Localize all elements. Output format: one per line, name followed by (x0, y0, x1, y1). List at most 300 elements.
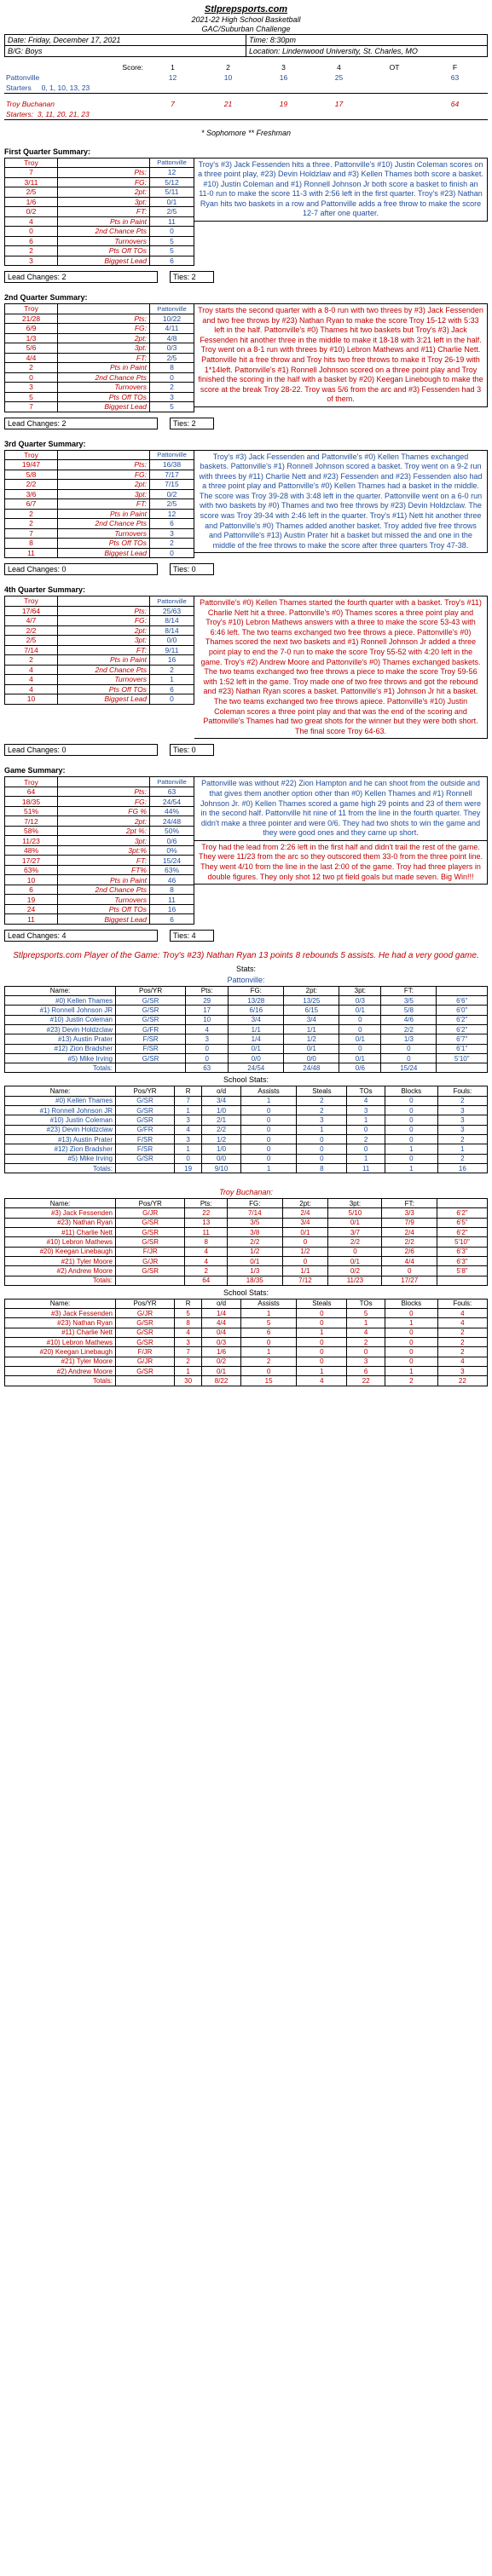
pattonville-stat: 8/14 (150, 616, 194, 626)
table-cell: 0/1 (339, 1006, 381, 1015)
table-row (5, 1053, 488, 1063)
table-cell: 1 (297, 1328, 347, 1337)
table-cell: G/JR (116, 1309, 175, 1318)
game-info-table (4, 34, 488, 57)
table-cell: 2 (437, 1134, 487, 1144)
home-starters (4, 83, 488, 94)
school-header: Blocks (385, 1299, 437, 1308)
table-cell: 3 (297, 1115, 347, 1125)
stat-label: Pts: (58, 606, 150, 616)
troy-stat: 0 (5, 372, 58, 383)
lead-changes: Lead Changes: 0 (4, 563, 158, 575)
team2-header: Pattonville (150, 450, 194, 460)
table-cell: 2/2 (382, 1237, 437, 1247)
table-row (5, 1357, 488, 1366)
table-cell: 6'2" (437, 1025, 488, 1034)
stat-row (5, 655, 194, 666)
table-cell: 0/1 (328, 1256, 382, 1265)
table-row (5, 1266, 488, 1276)
table-cell: #11) Charlie Nett (5, 1328, 116, 1337)
team2-header: Pattonville (150, 158, 194, 168)
table-cell: Totals: (5, 1063, 116, 1073)
table-row (5, 1276, 488, 1285)
table-cell: 7 (175, 1347, 202, 1357)
table-row (5, 1063, 488, 1073)
stat-label: FG: (58, 797, 150, 807)
team-section (4, 976, 488, 1185)
stat-label: Pts Off TOs (58, 392, 150, 402)
stat-row (5, 177, 194, 187)
table-cell: 0 (385, 1115, 437, 1125)
table-cell (116, 1163, 175, 1173)
box-header: Pts: (186, 986, 229, 995)
pattonville-stat: 0/3 (150, 343, 194, 354)
pattonville-stat: 3 (150, 392, 194, 402)
stat-row (5, 625, 194, 636)
table-cell: #12) Zion Bradsher (5, 1144, 116, 1154)
pattonville-stat: 25/63 (150, 606, 194, 616)
table-cell: 4 (186, 1025, 229, 1034)
stat-row (5, 797, 194, 807)
game-location: Location: Lindenwood University, St. Charles, MO (246, 46, 488, 57)
table-cell: 0/1 (339, 1034, 381, 1044)
stat-label: 2nd Chance Pts (58, 519, 150, 529)
stat-row (5, 895, 194, 905)
table-cell: 19 (175, 1163, 202, 1173)
stat-label: Pts in Paint (58, 655, 150, 666)
table-cell: 5'10" (437, 1237, 487, 1247)
table-cell: 0 (339, 1025, 381, 1034)
box-header: FG: (229, 986, 284, 995)
stat-row (5, 914, 194, 925)
table-cell: 4 (297, 1376, 347, 1386)
table-cell: 6/15 (284, 1006, 339, 1015)
away-starters-list: 3, 11, 20, 21, 23 (37, 109, 90, 118)
table-cell: 3 (175, 1134, 202, 1144)
away-ot (367, 99, 422, 109)
stat-row (5, 489, 194, 499)
table-row (5, 1218, 488, 1227)
troy-stat: 8 (5, 539, 58, 549)
quarter-summaries (4, 147, 488, 757)
stat-label: Pts Off TOs (58, 246, 150, 256)
box-header: FT: (381, 986, 437, 995)
pattonville-stat: 0 (150, 372, 194, 383)
pattonville-stat: 46 (150, 875, 194, 885)
box-header: FG: (228, 1199, 283, 1208)
table-cell: 0 (297, 1357, 347, 1366)
pattonville-stat: 8 (150, 363, 194, 373)
stat-label: Biggest Lead (58, 694, 150, 705)
pattonville-stat: 0 (150, 694, 194, 705)
table-cell: G/SR (116, 1266, 185, 1276)
table-cell: 22 (347, 1376, 385, 1386)
game-summary-table (4, 776, 194, 925)
table-cell: 5/8 (381, 1006, 437, 1015)
pattonville-stat: 5/12 (150, 177, 194, 187)
pattonville-stat: 63 (150, 787, 194, 797)
away-starters (4, 109, 488, 120)
table-cell: #20) Keegan Linebaugh (5, 1347, 116, 1357)
stat-row (5, 168, 194, 178)
pattonville-stat: 16 (150, 655, 194, 666)
stat-row (5, 539, 194, 549)
col-q3: 3 (281, 63, 286, 72)
table-cell: 7/14 (228, 1208, 283, 1218)
table-cell: 1/4 (229, 1034, 284, 1044)
stat-label: Pts Off TOs (58, 539, 150, 549)
troy-stat: 4 (5, 665, 58, 675)
pattonville-stat: 44% (150, 806, 194, 816)
table-cell: 0/2 (202, 1357, 241, 1366)
table-cell: #10) Justin Coleman (5, 1115, 116, 1125)
table-cell: 2/2 (328, 1237, 382, 1247)
team-name: Troy Buchanan: (219, 1188, 273, 1197)
table-cell: 6'1" (437, 1044, 488, 1053)
table-cell: 29 (186, 996, 229, 1006)
table-row (5, 1247, 488, 1256)
home-ot (367, 72, 422, 83)
table-cell (116, 1063, 186, 1073)
troy-stat: 11 (5, 548, 58, 558)
table-cell: 7 (175, 1096, 202, 1105)
table-cell: F/SR (116, 1134, 175, 1144)
table-cell: 0 (175, 1154, 202, 1163)
col-q4: 4 (337, 63, 341, 72)
stat-label: 2nd Chance Pts (58, 372, 150, 383)
table-cell: 6'3" (437, 1247, 487, 1256)
site-title[interactable]: Stlpreps​ports.com (204, 4, 288, 14)
table-cell: F/JR (116, 1247, 185, 1256)
table-cell: 2 (297, 1096, 347, 1105)
table-cell: F/SR (116, 1034, 186, 1044)
table-cell: 1/1 (284, 1025, 339, 1034)
quarter-title: First Quarter Summary: (4, 147, 91, 156)
table-cell: 1/6 (202, 1347, 241, 1357)
table-cell: 64 (185, 1276, 228, 1285)
school-header: Fouls: (437, 1299, 487, 1308)
table-cell: 4 (175, 1125, 202, 1134)
table-cell: 4/4 (382, 1256, 437, 1265)
table-cell: 0 (385, 1309, 437, 1318)
stat-row (5, 904, 194, 914)
event-title: GAC/Suburban Challenge (201, 25, 291, 33)
stat-row (5, 875, 194, 885)
stat-row (5, 826, 194, 836)
lead-changes: Lead Changes: 0 (4, 744, 158, 756)
school-header: TOs (347, 1299, 385, 1308)
stat-label: Pts: (58, 168, 150, 178)
stat-row (5, 816, 194, 827)
pattonville-stat: 16/38 (150, 460, 194, 470)
table-row (5, 1125, 488, 1134)
troy-stat: 10 (5, 694, 58, 705)
table-cell: 0 (385, 1357, 437, 1366)
table-cell: 3/4 (282, 1218, 328, 1227)
pattonville-stat: 24/54 (150, 797, 194, 807)
school-header: Fouls: (437, 1086, 487, 1096)
stat-label: FG: (58, 616, 150, 626)
table-cell: 0/6 (339, 1063, 381, 1073)
troy-stat: 2 (5, 363, 58, 373)
away-final: 64 (450, 99, 460, 108)
table-cell: 4 (185, 1256, 228, 1265)
table-cell: #23) Devin Holdzclaw (5, 1025, 116, 1034)
table-cell: 2 (240, 1357, 296, 1366)
stat-row (5, 343, 194, 354)
table-cell: #20) Keegan Linebaugh (5, 1247, 116, 1256)
troy-stat: 63% (5, 865, 58, 875)
pattonville-stat: 12 (150, 168, 194, 178)
stat-row (5, 402, 194, 412)
stat-label: 2pt: (58, 480, 150, 490)
troy-stat: 11 (5, 914, 58, 925)
home-starters-label: Starters (6, 84, 32, 92)
table-cell: 0 (282, 1256, 328, 1265)
troy-stat: 3/11 (5, 177, 58, 187)
table-cell: #13) Austin Prater (5, 1034, 116, 1044)
troy-stat: 58% (5, 826, 58, 836)
ties: Ties: 2 (170, 271, 214, 283)
table-cell: 3/3 (382, 1208, 437, 1218)
stat-row (5, 528, 194, 539)
table-row (5, 1044, 488, 1053)
table-cell: G/SR (116, 1006, 186, 1015)
table-cell: 1 (347, 1115, 385, 1125)
table-cell: 2 (175, 1357, 202, 1366)
table-cell: #12) Zion Bradsher (5, 1044, 116, 1053)
table-cell: 0 (347, 1144, 385, 1154)
troy-stat: 7/12 (5, 816, 58, 827)
table-cell: 5 (347, 1309, 385, 1318)
table-cell: 3 (437, 1125, 487, 1134)
stat-row (5, 363, 194, 373)
pattonville-stat: 63% (150, 865, 194, 875)
table-cell: 7/9 (382, 1218, 437, 1227)
pattonville-stat: 2/5 (150, 499, 194, 510)
table-cell: 0 (339, 1044, 381, 1053)
stat-label: 2pt: (58, 816, 150, 827)
table-cell: 3 (347, 1357, 385, 1366)
table-cell: 1 (175, 1106, 202, 1115)
table-cell: G/JR (116, 1208, 185, 1218)
table-cell: 6'7" (437, 1034, 488, 1044)
table-cell: 63 (186, 1063, 229, 1073)
troy-stat: 2 (5, 655, 58, 666)
table-cell: 0 (385, 1338, 437, 1347)
table-cell: 22 (437, 1376, 487, 1386)
table-cell: 3/8 (228, 1228, 283, 1237)
table-cell: 0 (240, 1125, 296, 1134)
lead-changes: Lead Changes: 2 (4, 418, 158, 429)
stat-label: Pts: (58, 787, 150, 797)
quarter-title: 4th Quarter Summary: (4, 585, 86, 594)
table-cell: #5) Mike Irving (5, 1154, 116, 1163)
table-cell: 8 (297, 1163, 347, 1173)
table-cell: #23) Nathan Ryan (5, 1318, 116, 1328)
troy-stat: 5/6 (5, 343, 58, 354)
table-row (5, 1347, 488, 1357)
school-header: Name: (5, 1086, 116, 1096)
stat-label: FG: (58, 177, 150, 187)
table-cell: 1/4 (202, 1309, 241, 1318)
pattonville-stat: 6 (150, 256, 194, 266)
table-cell: 3 (347, 1106, 385, 1115)
table-cell: 0 (297, 1347, 347, 1357)
stat-label: 3pt:% (58, 845, 150, 856)
team-stats (4, 976, 488, 1386)
game-date: Date: Friday, December 17, 2021 (5, 35, 246, 46)
table-cell: 0/3 (339, 996, 381, 1006)
table-cell: #5) Mike Irving (5, 1053, 116, 1063)
table-cell: 1/1 (229, 1025, 284, 1034)
box-header: 3pt: (328, 1199, 382, 1208)
troy-stat: 7 (5, 168, 58, 178)
table-cell: 3 (175, 1338, 202, 1347)
scoreboard (4, 62, 488, 120)
stat-label: Biggest Lead (58, 256, 150, 266)
troy-stat: 5 (5, 392, 58, 402)
table-cell: 22 (185, 1208, 228, 1218)
table-cell: 1/1 (282, 1266, 328, 1276)
table-cell: 0 (385, 1347, 437, 1357)
table-cell: 0 (385, 1106, 437, 1115)
table-cell: 0 (297, 1154, 347, 1163)
table-cell: 0/1 (202, 1366, 241, 1375)
table-cell: G/SR (116, 1106, 175, 1115)
away-q4: 17 (334, 99, 344, 108)
pattonville-stat: 8 (150, 885, 194, 895)
table-row (5, 1208, 488, 1218)
stat-label: 2pt: (58, 187, 150, 198)
table-cell: 2/6 (382, 1247, 437, 1256)
stat-label: 3pt: (58, 489, 150, 499)
quarter-narrative: Pattonville's #0) Kellen Thames started the fourth quarter with a basket. Troy's #11) Charlie Nett hit a three. Pattonville's #0) Thames scores a three point play and Troy's #10) Lebron Mathews answers with a three to make the score 53-43 with 6:46 left. The two teams exchanged two free throws a piece. Pattonville's #0) Thames scored the next two baskets and #1) Ronnell Johnson Jr added a three point play to end the 7-0 run to make the score Troy 55-52 with 4:20 left in the game. Troy's #2) Andrew Moore and Pattonville's #0) Thames exchanged baskets. The two teams exchanged two free throws a piece to make the score Troy 59-56 with 1:52 left in the game. Troy made one of two free throws and got the rebound and #23) Nathan Ryan scores a basket. Pattonville's #1) Johnson Jr hit a basket. The two teams exchanged two free throws apiece. Pattonville's #10) Justin Coleman scores a three point play and that was the end of the scoring and Pattonville's Thames had two great shots for the winner but they were both short. The final score Troy 64-63. (194, 596, 488, 739)
stat-row (5, 197, 194, 207)
table-cell: 6'3" (437, 1256, 487, 1265)
troy-stat: 2 (5, 509, 58, 519)
col-final: F (452, 63, 458, 72)
pattonville-stat: 12 (150, 509, 194, 519)
quarter-stats-table (4, 450, 194, 559)
table-cell: G/JR (116, 1357, 175, 1366)
stat-label: 3pt: (58, 343, 150, 354)
pattonville-stat: 5 (150, 246, 194, 256)
stat-row (5, 324, 194, 334)
pattonville-stat: 11 (150, 895, 194, 905)
table-cell: 2 (297, 1106, 347, 1115)
table-cell: 2/4 (382, 1228, 437, 1237)
table-cell: 0 (240, 1144, 296, 1154)
school-header: Pos/YR (116, 1086, 175, 1096)
stat-label: FG % (58, 806, 150, 816)
table-cell: 11 (347, 1163, 385, 1173)
table-cell: 11 (185, 1228, 228, 1237)
pattonville-stat: 15/24 (150, 856, 194, 866)
table-row (5, 1015, 488, 1024)
stat-row (5, 372, 194, 383)
table-row (5, 1154, 488, 1163)
troy-stat: 3 (5, 383, 58, 393)
table-cell: 3 (437, 1115, 487, 1125)
table-cell: F/SR (116, 1144, 175, 1154)
table-cell: G/SR (116, 1115, 175, 1125)
table-cell: 4 (437, 1318, 487, 1328)
table-cell: 2 (437, 1338, 487, 1347)
table-cell: 11/23 (328, 1276, 382, 1285)
stat-row (5, 865, 194, 875)
lead-changes: Lead Changes: 2 (4, 271, 158, 283)
table-cell: 0/1 (228, 1256, 283, 1265)
away-starters-label: Starters: (6, 109, 34, 118)
school-stats-label: School Stats: (223, 1075, 269, 1085)
table-cell: 0 (347, 1125, 385, 1134)
stat-row (5, 392, 194, 402)
table-cell: 3/5 (228, 1218, 283, 1227)
stat-label-header (58, 304, 150, 314)
school-header: Assists (240, 1086, 296, 1096)
table-cell: 24/54 (229, 1063, 284, 1073)
table-cell: 2/4 (282, 1208, 328, 1218)
table-cell: 17/27 (382, 1276, 437, 1285)
player-of-game: Stlpreps​ports.com Player of the Game: Troy's #23) Nathan Ryan 13 points 8 rebounds 5 assists. He had a very good game. (13, 950, 479, 960)
table-cell: 0/0 (284, 1053, 339, 1063)
table-cell: 1 (385, 1366, 437, 1375)
ties: Ties: 0 (170, 744, 214, 756)
stat-label: Turnovers (58, 675, 150, 685)
stat-row (5, 675, 194, 685)
school-header: Steals (297, 1086, 347, 1096)
stat-label: Pts: (58, 314, 150, 324)
table-cell: 6'5" (437, 1218, 487, 1227)
stat-label: Biggest Lead (58, 548, 150, 558)
pattonville-stat: 1 (150, 675, 194, 685)
school-stats-table (4, 1086, 488, 1173)
table-cell: 2 (437, 1096, 487, 1105)
table-cell: 0 (240, 1366, 296, 1375)
school-header: Name: (5, 1299, 116, 1308)
stat-label: Turnovers (58, 236, 150, 246)
stat-row (5, 383, 194, 393)
school-header: o/d (202, 1299, 241, 1308)
table-row (5, 1006, 488, 1015)
table-cell: 1/0 (202, 1144, 241, 1154)
troy-stat: 1/6 (5, 197, 58, 207)
stat-row (5, 684, 194, 694)
table-cell: #0) Kellen Thames (5, 1096, 116, 1105)
stat-label: Pts Off TOs (58, 684, 150, 694)
table-cell: 9/10 (202, 1163, 241, 1173)
troy-stat: 2/5 (5, 636, 58, 646)
game-time: Time: 8:30pm (246, 35, 488, 46)
quarter-narrative: Troy's #3) Jack Fessenden hits a three. Pattonville's #10) Justin Coleman scores on a three point play, #23) Devin Holdzlaw and #3) Kellen Thames both score a basket. #10) Justin Coleman and #1) Ronnell Johnson Jr both score a basket to finish an 11-0 run to make the score 11-3 with 2:56 left in the first quarter. Troy's #23) Nathan Ryan hits two baskets in a row and Pattonville adds a free throw to make the score 12-7 after one quarter. (194, 158, 488, 222)
quarter-stats-table (4, 158, 194, 267)
score-label: Score: (122, 63, 143, 72)
box-header: Pos/YR (116, 986, 186, 995)
pattonville-stat: 2 (150, 539, 194, 549)
ties: Ties: 2 (170, 418, 214, 429)
table-cell: 0 (297, 1318, 347, 1328)
stat-label: FT% (58, 865, 150, 875)
table-cell: Totals: (5, 1376, 116, 1386)
game-summary-troy: Troy had the lead from 2:26 left in the first half and didn't trail the rest of the game. They were 11/23 from the arc so they outscored them 33-0 from the three point line. They went 4/10 from the line in the last 2:00 of the game. Troy had three players in double figures. They only shot 12 two pt field goals but made seven. Big Win!!! (194, 840, 488, 885)
troy-stat: 18/35 (5, 797, 58, 807)
table-cell: 1 (240, 1163, 296, 1173)
home-team-name: Pattonville (6, 73, 40, 82)
table-cell: 5/10 (328, 1208, 382, 1218)
school-header: o/d (202, 1086, 241, 1096)
table-cell: 0 (186, 1044, 229, 1053)
